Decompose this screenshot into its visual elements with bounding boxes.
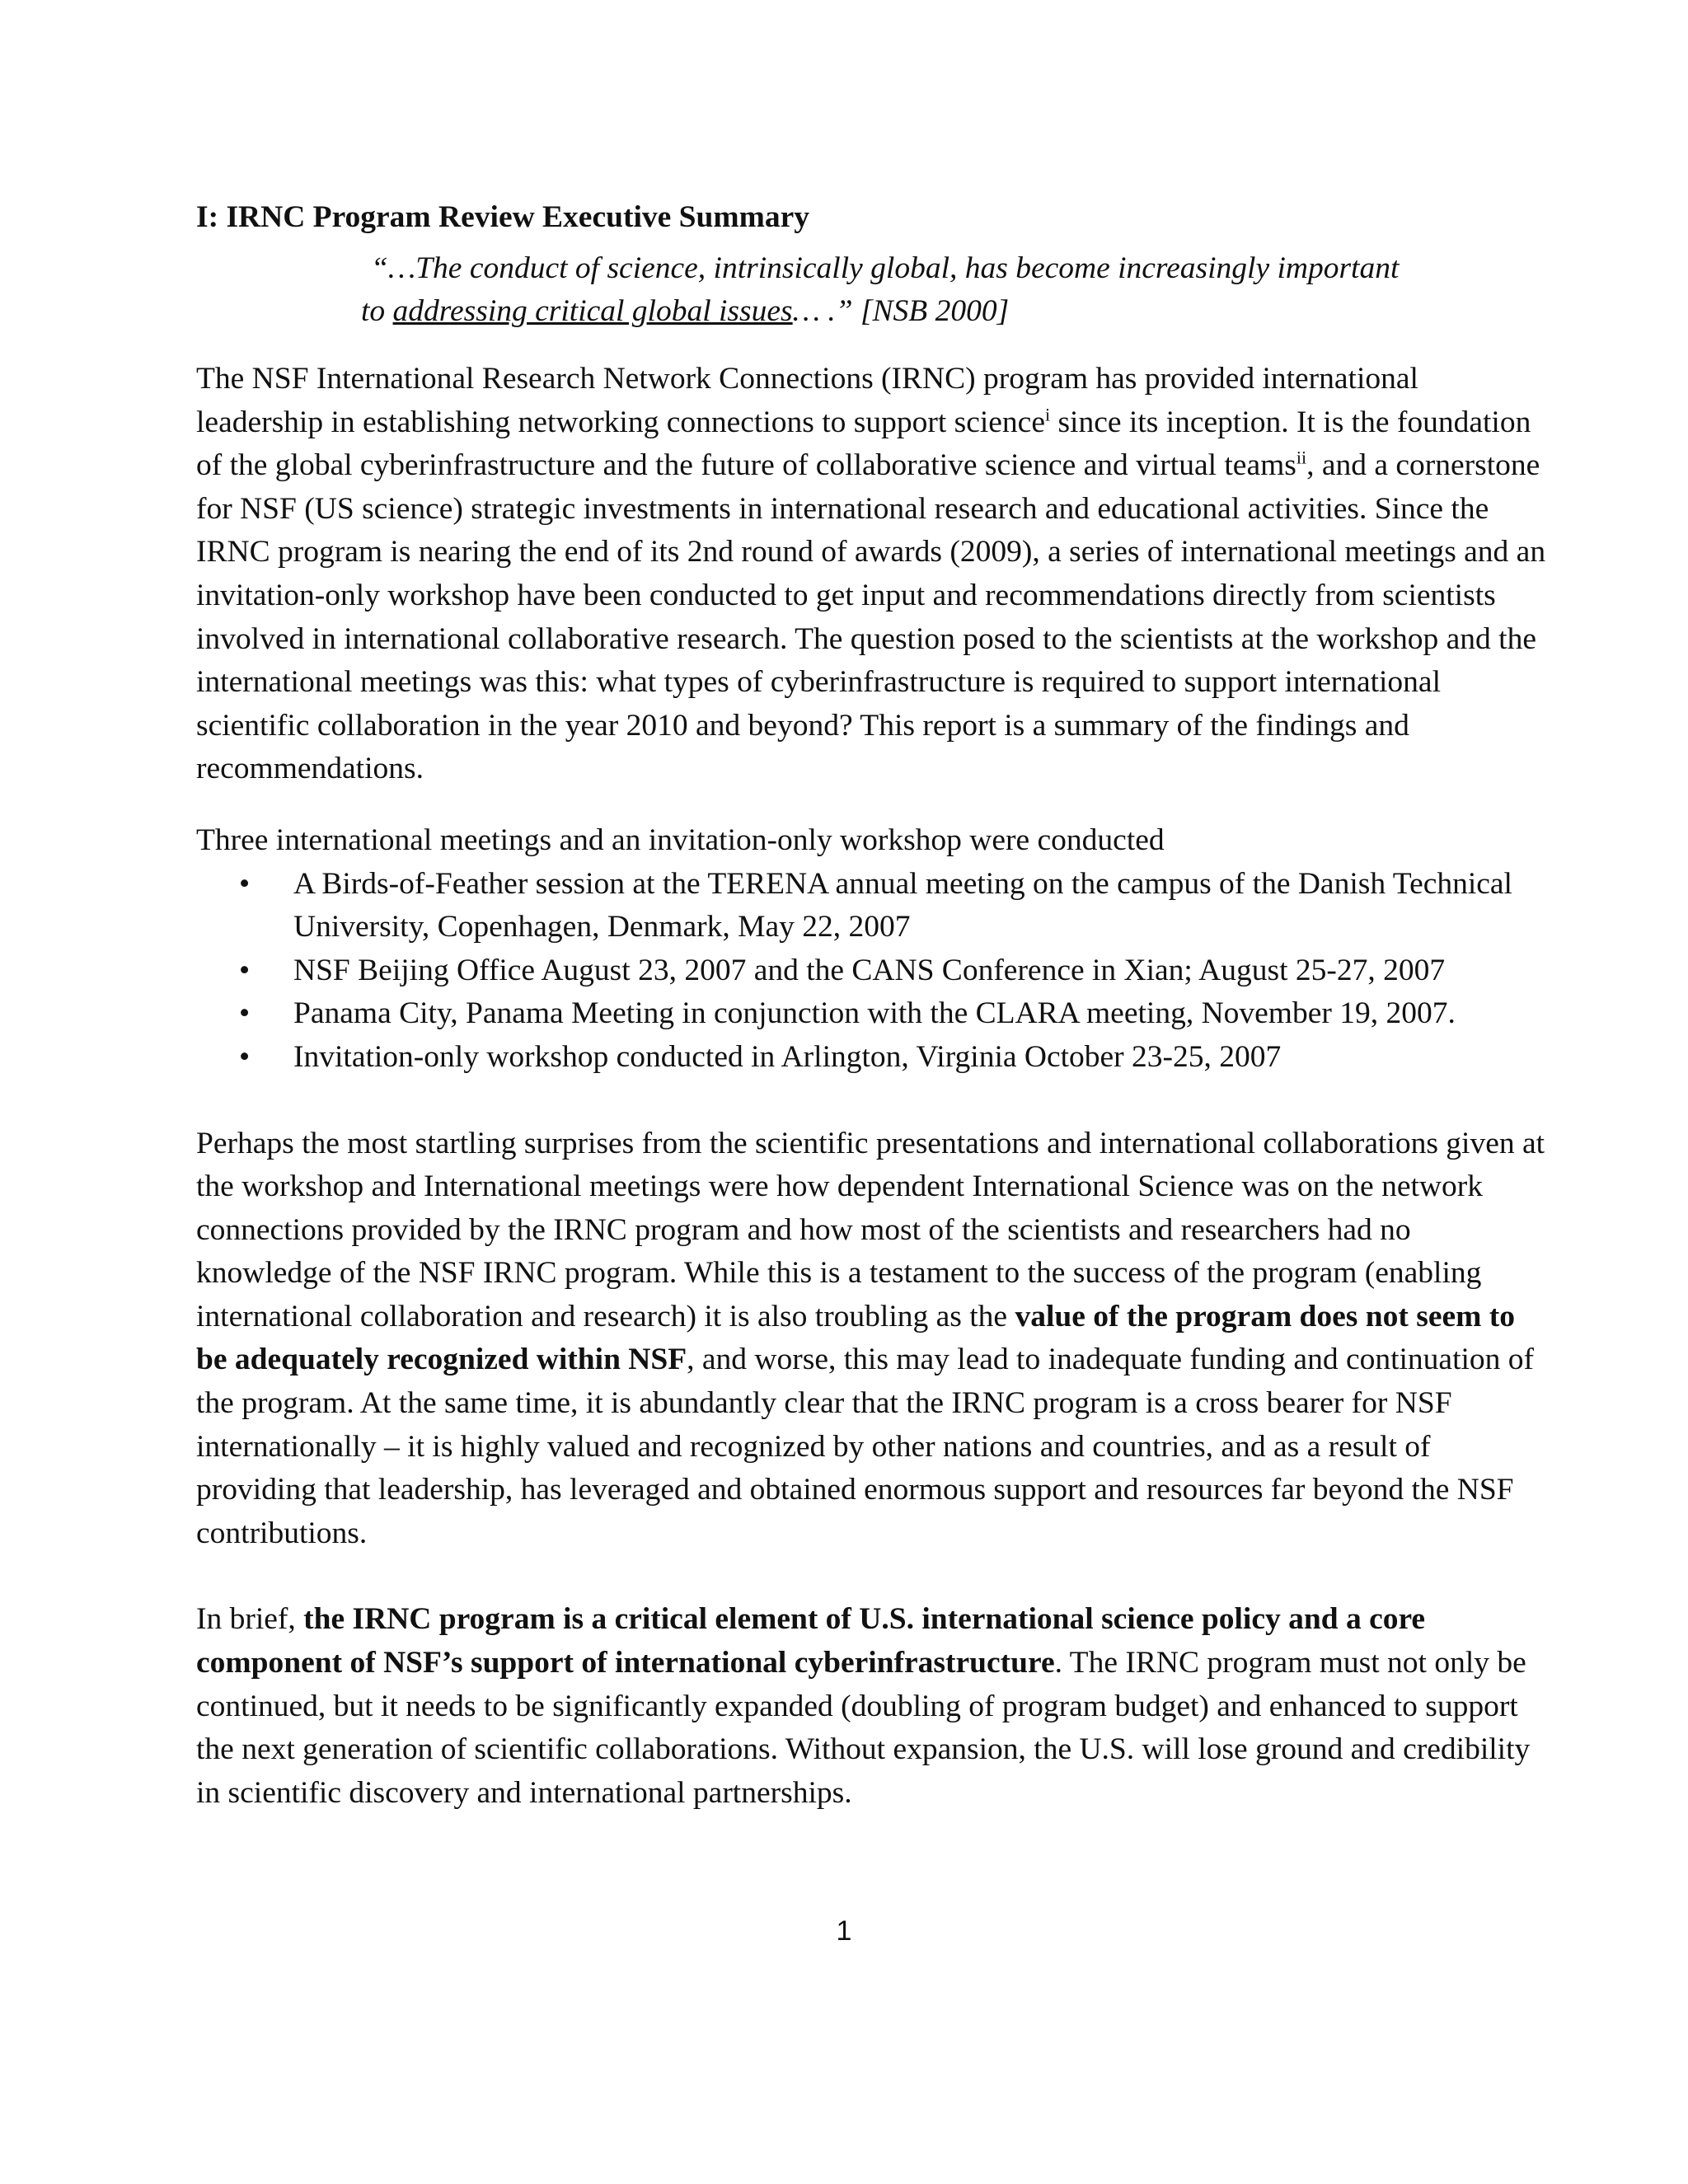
bullet-icon: • [239,1039,251,1074]
endnote-ref-i: i [1044,404,1051,425]
paragraph-recommendation-part1: In brief, [196,1602,304,1637]
paragraph-findings-part2: , and worse, this may lead to inadequate funding and continuation of the program. At the same time, it is abundantly clear that the IRNC program is a cross bearer for NSF internationally – it is highly valued and recognized by other nations and countries, and as a result of providing that leadership, has leveraged and obtained enormous support and resources far beyond the NSF contributions. [196,1343,1535,1550]
quote-line-2-prefix: to [361,294,393,328]
meetings-list [196,863,1548,1080]
bullet-icon: • [239,996,251,1031]
meetings-intro: Three international meetings and an invitation-only workshop were conducted [196,823,1165,857]
quote-underlined-text: addressing critical global issues [392,294,793,328]
paragraph-recommendation-part2: . The IRNC program must not only be continued, but it needs to be significantly expanded (doubling of program budget) and enhanced to support the next generation of scientific collaborations. Without expansion, the U.S. will lose ground and credibility in scientific discovery and international partnerships. [196,1646,1531,1810]
list-item [239,949,1548,993]
list-item [239,992,1548,1036]
bullet-icon: • [239,866,251,901]
paragraph-findings [196,1122,1548,1556]
section-heading: I: IRNC Program Review Executive Summary [196,200,809,234]
quote-line-2 [361,290,1548,333]
quote-citation: … .” [NSB 2000] [792,294,1010,328]
endnote-ref-ii: ii [1296,447,1307,468]
epigraph-quote [196,247,1548,333]
quote-line-1: “…The conduct of science, intrinsically global, has become increasingly important [371,251,1400,285]
list-item [239,1036,1548,1080]
paragraph-overview-part2: since its inception. It is the foundation of the global cyberinfrastructure and the future of collaborative science and virtual teams [196,405,1531,483]
list-item [239,863,1548,949]
list-item-text: Invitation-only workshop conducted in Arlington, Virginia October 23-25, 2007 [293,1039,1282,1074]
document-body [196,196,1548,1815]
paragraph-overview-part3: , and a cornerstone for NSF (US science) strategic investments in international research and educational activities. Since the IRNC program is nearing the end of its 2nd round of awards (2009), a series of international meetings and an invitation-only workshop have been conducted to get input and recommendations directly from scientists involved in international collaborative research. The question posed to the scientists at the workshop and the international meetings was this: what types of cyberinfrastructure is required to support international scientific collaboration in the year 2010 and beyond? This report is a summary of the findings and recommendations. [196,448,1546,786]
page-number: 1 [836,1915,852,1947]
paragraph-findings-bold: value of the program does not seem to be adequately recognized within NSF [196,1299,1515,1377]
paragraph-overview-part1: The NSF International Research Network Connections (IRNC) program has provided international leadership in establishing networking connections to support science [196,362,1418,439]
paragraph-findings-part1: Perhaps the most startling surprises from the scientific presentations and international collaborations given at the workshop and International meetings were how dependent International Science was on the network connections provided by the IRNC program and how most of the scientists and researchers had no knowledge of the NSF IRNC program. While this is a testament to the success of the program (enabling international collaboration and research) it is also troubling as the [196,1126,1545,1333]
paragraph-recommendation-bold: the IRNC program is a critical element of U.S. international science policy and a core component of NSF’s support of international cyberinfrastructure [196,1602,1426,1680]
list-item-text: A Birds-of-Feather session at the TERENA annual meeting on the campus of the Danish Technical University, Copenhagen, Denmark, May 22, 2007 [293,866,1512,944]
list-item-text: NSF Beijing Office August 23, 2007 and the CANS Conference in Xian; August 25-27, 2007 [293,953,1446,987]
list-item-text: Panama City, Panama Meeting in conjunction with the CLARA meeting, November 19, 2007. [293,996,1456,1031]
paragraph-recommendation [196,1598,1548,1815]
bullet-icon: • [239,953,251,987]
paragraph-overview [196,358,1548,791]
